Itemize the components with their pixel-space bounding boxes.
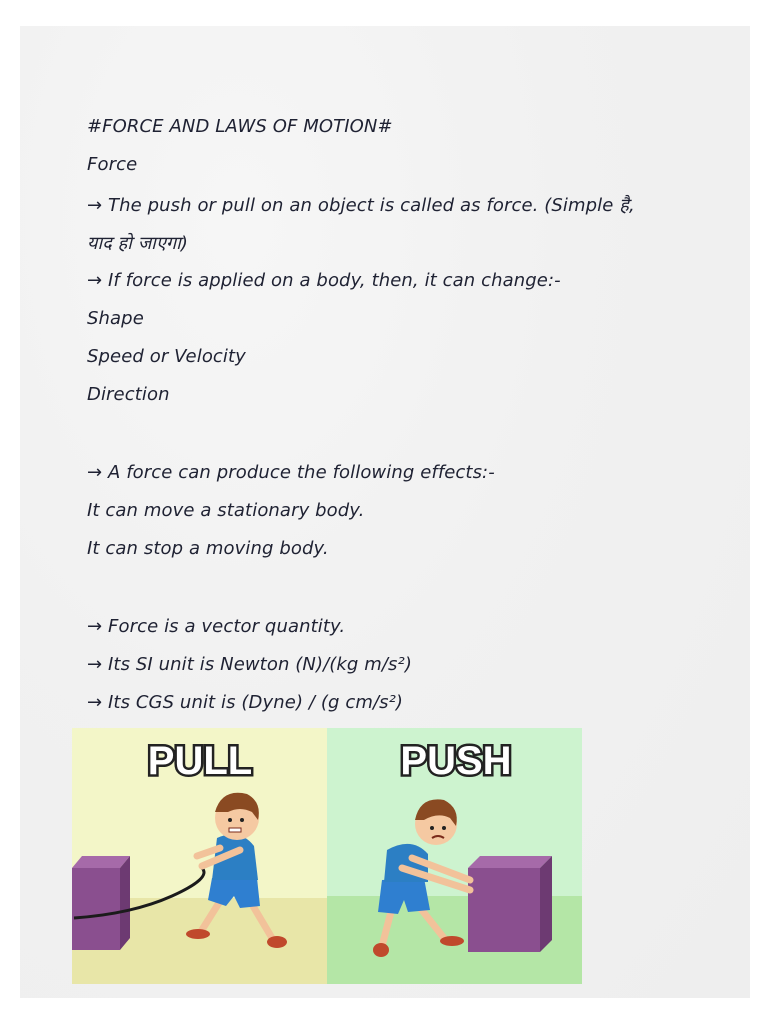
pull-label: PULL [147,739,253,783]
notes-line: It can move a stationary body. [87,500,365,521]
pull-panel [72,728,327,984]
notes-line: → Force is a vector quantity. [87,616,346,637]
notes-line: Shape [87,308,144,329]
notes-line: याद हो जाएगा) [87,233,189,254]
notes-line: Direction [87,384,170,405]
notes-line: It can stop a moving body. [87,538,329,559]
notes-line: Speed or Velocity [87,346,246,367]
notes-line: → The push or pull on an object is called as force. (Simple है, [87,195,635,216]
pull-box [72,856,130,950]
notes-line: → Its SI unit is Newton (N)/(kg m/s²) [87,654,412,675]
notes-title: #FORCE AND LAWS OF MOTION# [87,116,393,137]
push-label: PUSH [400,739,512,783]
notes-line: → If force is applied on a body, then, it can change:- [87,270,561,291]
push-box [468,856,552,952]
notes-line: → Its CGS unit is (Dyne) / (g cm/s²) [87,692,404,713]
notes-line: Force [87,154,138,175]
push-panel [327,728,582,984]
push-pull-illustration [72,728,582,984]
notes-line: → A force can produce the following effects:- [87,462,495,483]
